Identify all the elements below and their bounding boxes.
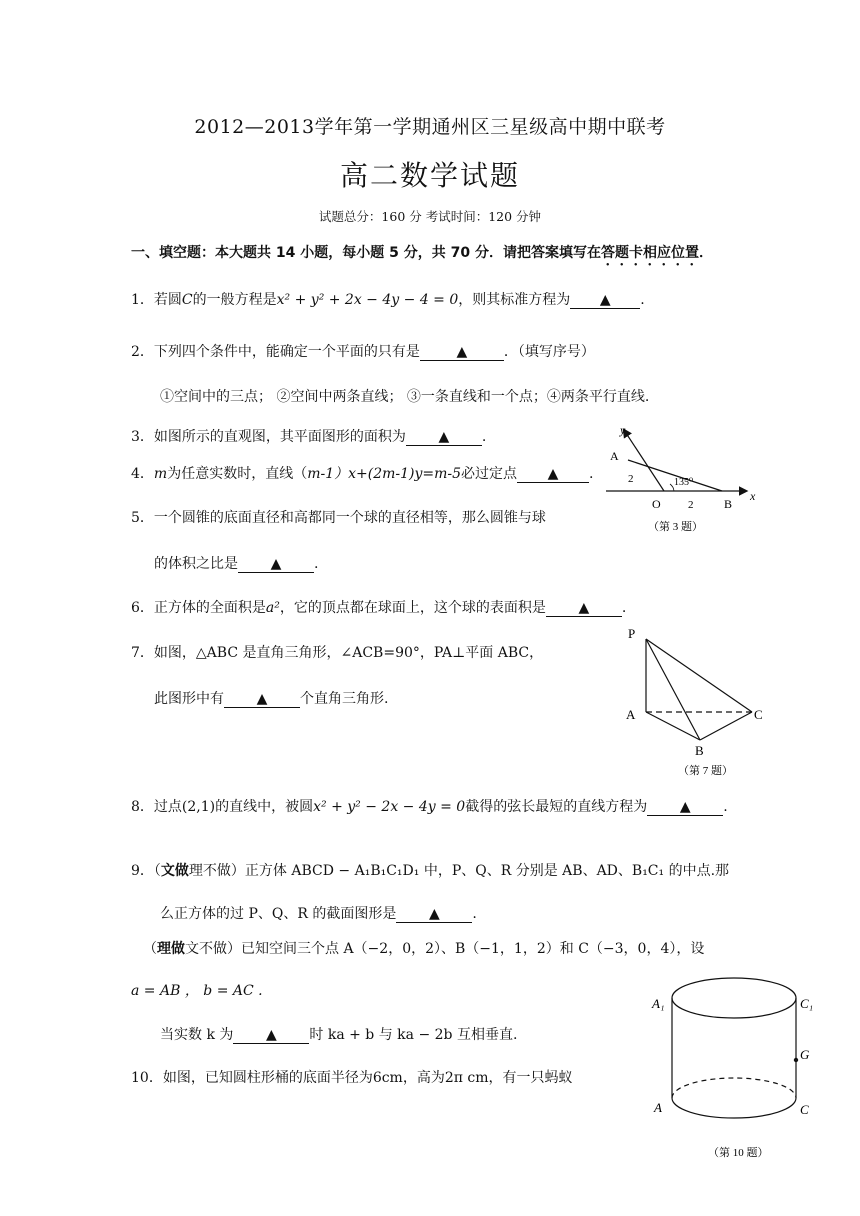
fig10-label-g: G [800,1047,810,1062]
section-heading [131,242,713,269]
question-9-condition [160,1025,517,1045]
q9-alt-text: 文不做）已知空间三个点 A（−2，0，2）、B（−1，1，2）和 C（−3，0，4），设 [185,941,705,957]
figure-3 [596,420,764,538]
fig7-label-a: A [626,707,636,722]
q5-text: 的体积之比是 [154,556,238,572]
question-2 [131,342,595,362]
q9-vector-definitions: a = AB ， b = AC . [131,983,263,999]
q4-text3: 必过定点 [461,466,518,482]
page-title: 高二数学试题 [339,159,520,192]
fig3-label-o: O [652,497,661,511]
section-heading-end: ． [698,245,713,261]
q9-tag: 文做 [160,863,189,879]
q8-prefix: 8．过点 [131,799,182,815]
edge-bc [700,712,752,740]
q1-end: . [640,292,645,308]
q8-point: (2,1) [181,799,216,815]
answer-blank-5[interactable]: ▲ [238,556,314,573]
q5-end: . [314,556,319,572]
q9-prefix: 9．（ [131,863,161,879]
q2-prefix: 2．下列四个条件中，能确定一个平面的只有是 [131,344,420,360]
q1-equation: x² + y² + 2x − 4y − 4 = 0 [276,292,459,308]
fig7-label-p: P [628,626,636,641]
question-5-line1: 5．一个圆锥的底面直径和高都同一个球的直径相等，那么圆锥与球 [131,510,546,526]
fig3-label-x: x [750,489,756,503]
q7-post: 个直角三角形. [300,691,389,707]
q1-var: C [181,292,193,308]
fig7-label-b: B [695,743,704,758]
q6-var: a² [265,600,280,616]
fig3-label-b: B [724,497,733,511]
question-8 [131,797,728,817]
fig3-label-a: A [610,449,619,463]
answer-blank-7[interactable]: ▲ [224,691,300,708]
q6-post: ，它的顶点都在球面上，这个球的表面积是 [279,600,546,616]
q9-end: . [472,906,477,922]
q9-alt-prefix: （ [143,941,157,957]
q8-end: . [723,799,728,815]
answer-blank-4[interactable]: ▲ [517,466,589,483]
q6-prefix: 6．正方体的全面积是 [131,600,266,616]
figure-10 [640,968,815,1164]
answer-blank-8[interactable]: ▲ [647,799,723,816]
fig7-caption: （第 7 题） [678,765,733,777]
fig3-label-angle: 135⁰ [674,477,694,488]
exam-meta: 试题总分：160 分 考试时间：120 分钟 [318,209,542,224]
answer-blank-3[interactable]: ▲ [406,429,482,446]
section-heading-text: 一、填空题：本大题共 14 小题，每小题 5 分，共 70 分．请把答案填写在 [131,245,601,261]
point-g [794,1058,798,1062]
q4-line-eq: m-1）x+(2m-1)y=m-5 [307,466,462,482]
fig7-label-c: C [754,707,763,722]
question-10: 10．如图，已知圆柱形桶的底面半径为6cm，高为2π cm，有一只蚂蚁 [131,1070,573,1086]
answer-blank-6[interactable]: ▲ [546,600,622,617]
question-3 [131,427,486,447]
answer-blank-1[interactable]: ▲ [570,292,640,309]
q9-text1: 理不做）正方体 ABCD − A₁B₁C₁D₁ 中，P、Q、R 分别是 AB、AD、B₁C₁ 的中点.那 [188,863,730,879]
q9-text2: 么正方体的过 P、Q、R 的截面图形是 [160,906,397,922]
question-9-alt [143,939,704,959]
cylinder-top [672,978,796,1018]
fig10-label-a: A [654,1100,662,1115]
q2-post: ．（填写序号） [503,344,595,360]
cylinder-bottom-back [672,1078,796,1098]
q8-equation: x² + y² − 2x − 4y = 0 [313,799,466,815]
q2-options: ①空间中的三点； ②空间中两条直线； ③一条直线和一个点；④两条平行直线. [160,389,650,405]
q1-prefix: 1．若圆 [131,292,182,308]
answer-blank-9[interactable]: ▲ [396,906,472,923]
q8-post: 截得的弦长最短的直线方程为 [465,799,648,815]
figure-7 [618,624,778,780]
q4-prefix: 4． [131,466,154,482]
q4-text1: 为任意实数时，直线（ [167,466,308,482]
q9-cond-post: 时 ka + b 与 ka − 2b 互相垂直. [309,1027,518,1043]
fig3-label-2a: 2 [628,473,634,485]
exam-title: 2012—2013学年第一学期通州区三星级高中期中联考 [194,116,666,138]
question-9-line2 [160,904,477,924]
section-heading-emphasis: 答题卡相应位置 [600,245,699,261]
fig3-caption: （第 3 题） [648,521,703,533]
q9-cond-pre: 当实数 k 为 [160,1027,234,1043]
question-1 [131,290,645,310]
question-7-line1: 7．如图，△ABC 是直角三角形，∠ACB=90°，PA⊥平面 ABC， [131,645,544,661]
q3-end: . [481,429,487,445]
question-4 [131,464,594,484]
fig10-label-c: C [800,1102,809,1117]
q1-mid: 的一般方程是 [192,292,277,308]
question-9-line1 [131,861,729,881]
edge-pc [646,639,752,712]
q4-end: . [589,466,594,482]
edge-pb [646,639,700,740]
q8-mid: 的直线中，被圆 [215,799,314,815]
answer-blank-9b[interactable]: ▲ [233,1027,309,1044]
q4-var: m [153,466,168,482]
cylinder-bottom-front [672,1098,796,1118]
q9-alt-tag: 理做 [157,941,185,957]
fig3-label-2b: 2 [688,499,694,511]
q1-post: ，则其标准方程为 [458,292,571,308]
question-5-line2 [154,554,318,574]
fig10-caption: （第 10 题） [708,1147,769,1159]
fig10-label-c1: C₁ [800,996,814,1011]
question-7-line2 [154,689,388,709]
q7-text: 此图形中有 [154,691,224,707]
answer-blank-2[interactable]: ▲ [420,344,504,361]
fig3-label-y: y [620,423,626,437]
fig10-label-a1: A₁ [652,996,665,1011]
question-6 [131,598,626,618]
q6-end: . [621,600,627,616]
q3-prefix: 3．如图所示的直观图，其平面图形的面积为 [131,429,406,445]
